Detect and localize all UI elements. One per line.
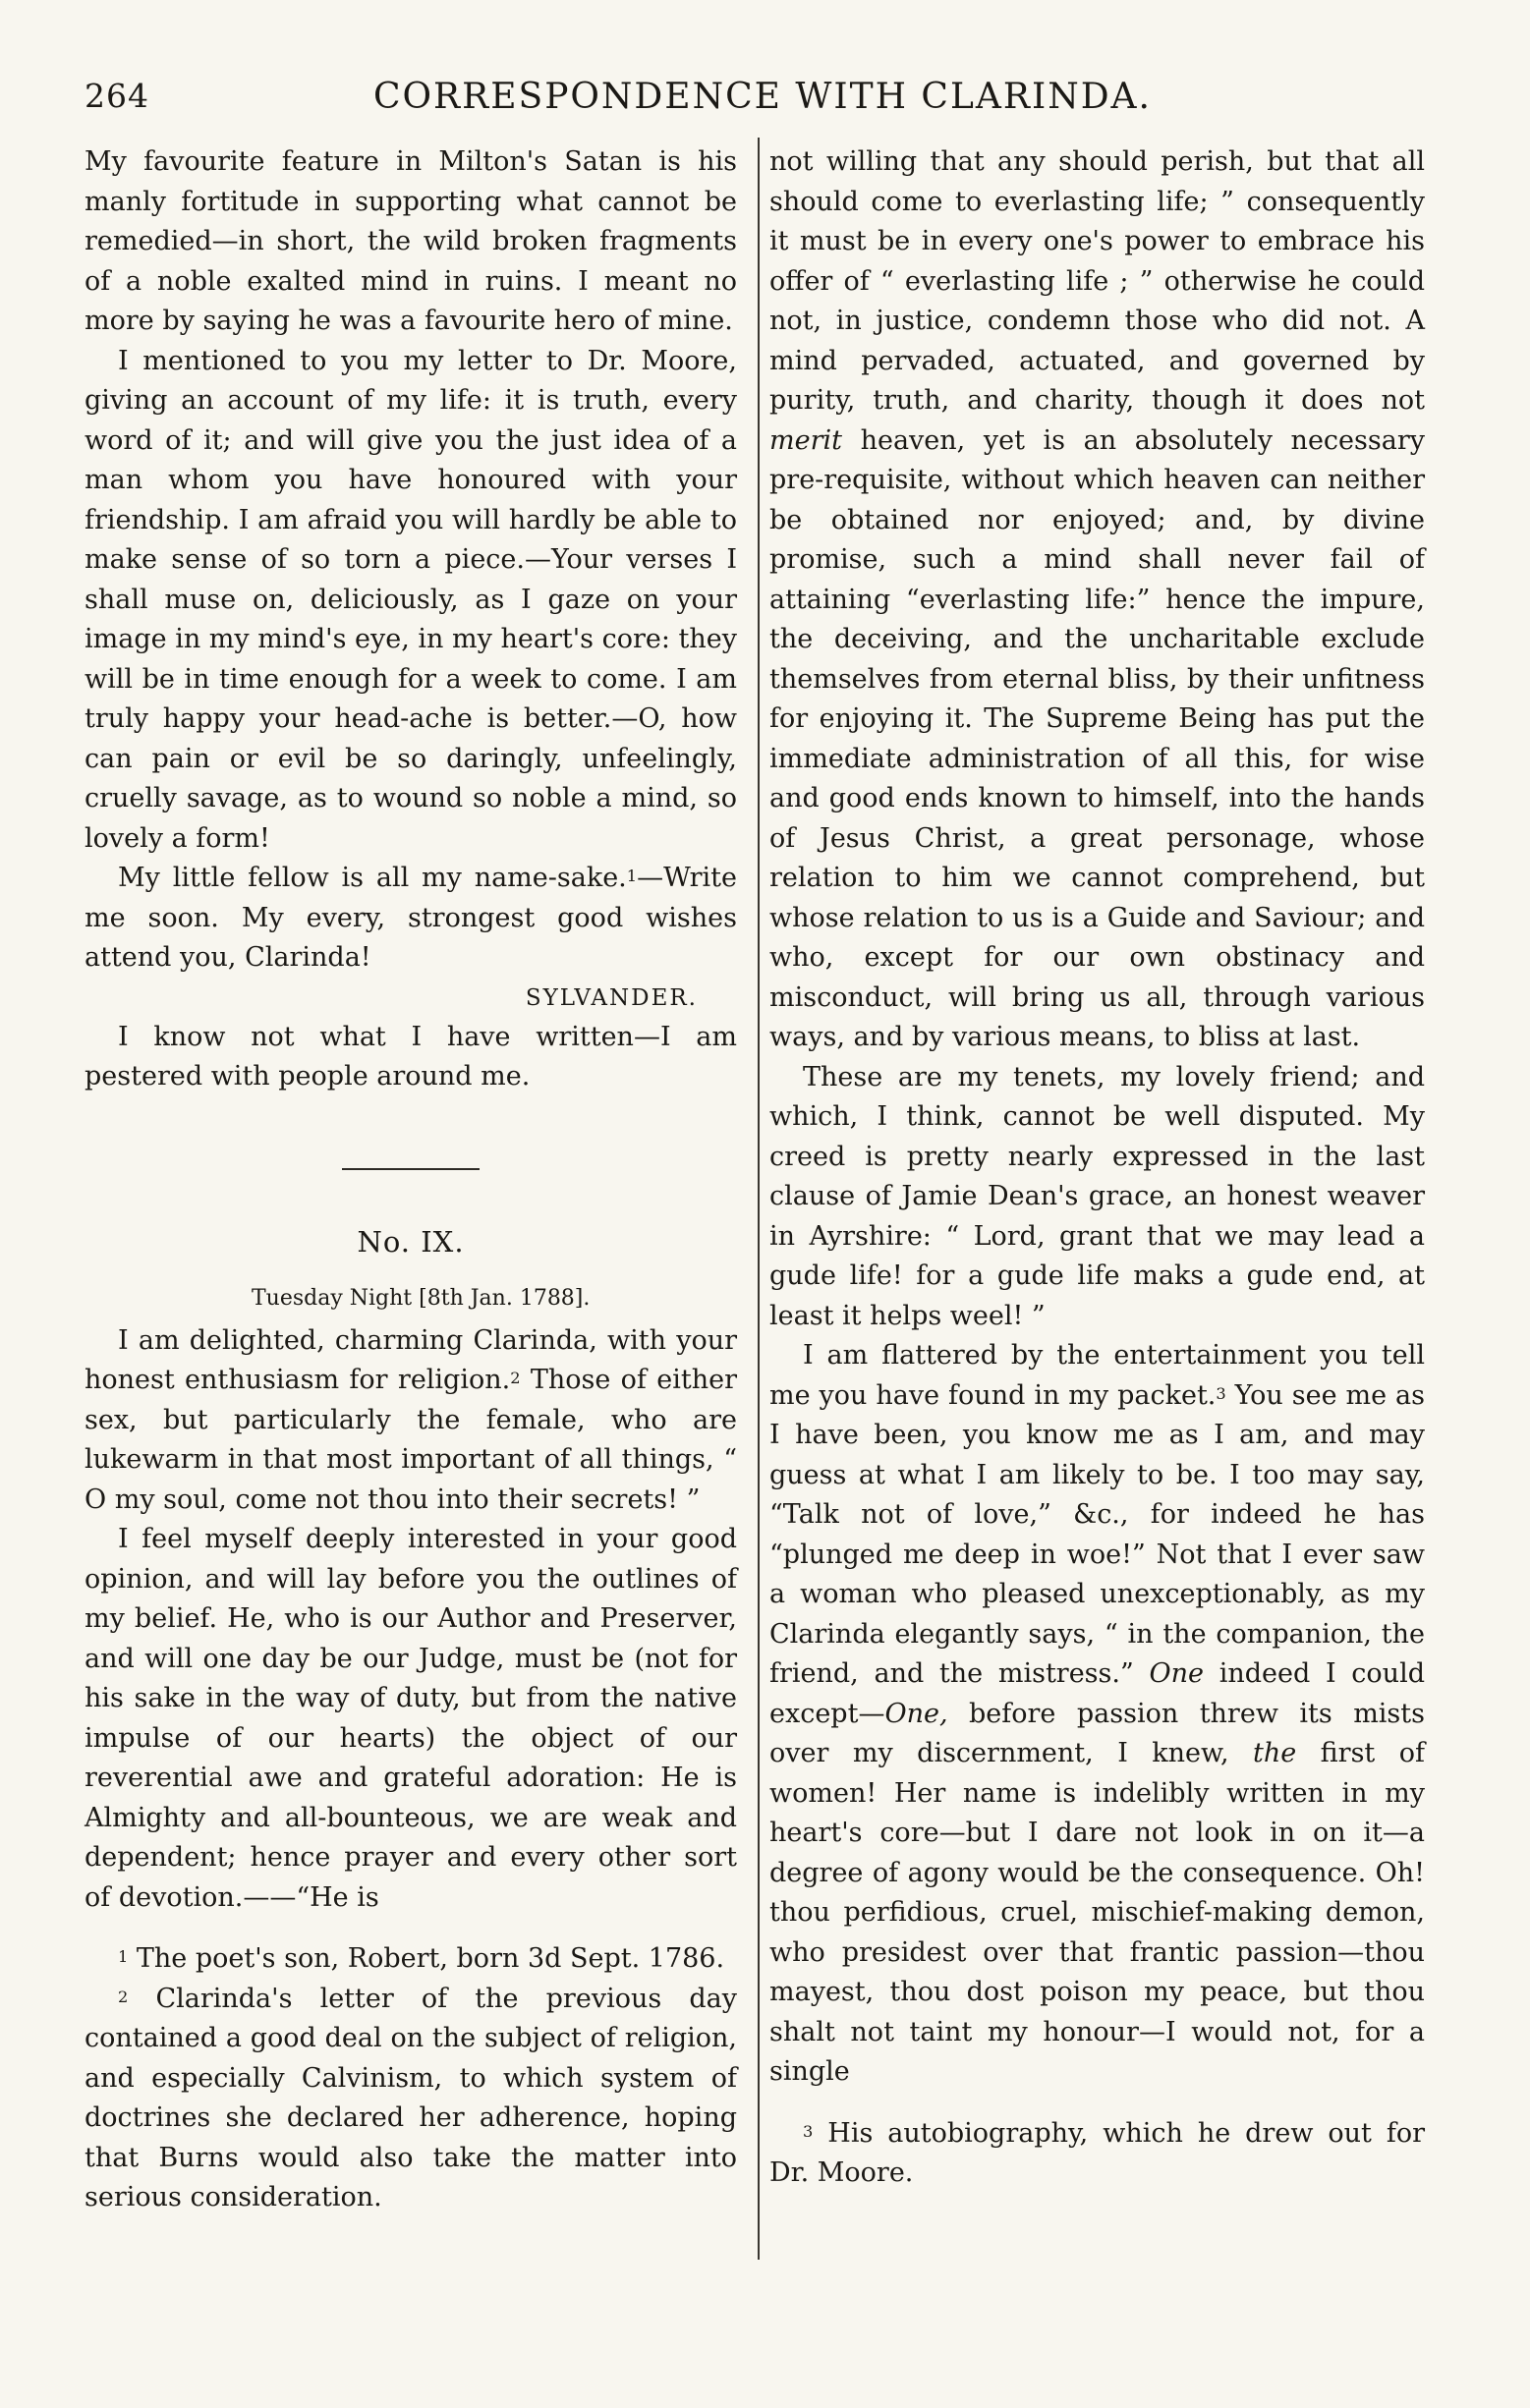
paragraph: My favourite feature in Milton's Satan is his manly fortitude in supporting what cannot be remedied—in short, the wild broken fragments of a noble exalted mind in ruins. I meant no more by saying he was a favourite hero of mine.	[85, 146, 737, 336]
paragraph: I feel myself deeply interested in your good opinion, and will lay before you the outlines of my belief. He, who is our Author and Preserver, and will one day be our Judge, must be (not for his sake in the way of duty, but from the native impulse of our hearts) the object of our reverential awe and grateful adoration: He is Almighty and all-bounteous, we are weak and dependent; hence prayer and every other sort of devotion.——“He is	[85, 1524, 737, 1913]
paragraph: My little fellow is all my name-sake.$^1$—Write me soon. My every, strongest good wishes attend you, Clarinda!	[85, 863, 737, 973]
right-column	[769, 142, 1425, 2194]
paragraph: These are my tenets, my lovely friend; and which, I think, cannot be well disputed. My creed is pretty nearly expressed in the last clause of Jamie Dean's grace, an honest weaver in Ayrshire: “ Lord, grant that we may lead a gude life! for a gude life maks a gude end, at least it helps weel! ”	[769, 1061, 1425, 1331]
footnotes	[769, 2114, 1425, 2194]
dateline: Tuesday Night [8th Jan. 1788].	[252, 1285, 591, 1311]
footnotes	[85, 1939, 737, 2218]
letter-heading: No. IX.	[357, 1224, 465, 1259]
footnote-ref: 3	[1216, 1383, 1226, 1403]
running-head: CORRESPONDENCE WITH CLARINDA.	[372, 77, 1152, 117]
paragraph: I am delighted, charming Clarinda, with your honest enthusiasm for religion.$^2$ Those of either sex, but particularly the female, who are lukewarm in that most important of all things, “ O my soul, come not thou into their secrets! ”	[85, 1324, 737, 1515]
footnote-ref: 1	[626, 867, 638, 885]
page-number: 264	[85, 77, 149, 115]
signature: SYLVANDER.	[525, 984, 698, 1011]
page-header	[85, 77, 1441, 126]
paragraph: not willing that any should perish, but that all should come to everlasting life; ” consequently it must be in every one's power to embrace his offer of “ everlasting life ; ” otherwise he could not, in justice, condemn those who did not. A mind pervaded, actuated, and governed by purity, truth, and charity, though it does not merit heaven, yet is an absolutely necessary pre-requisite, without which heaven can neither be obtained nor enjoyed; and, by divine promise, such a mind shall never fail of attaining “everlasting life:” hence the impure, the deceiving, and the uncharitable exclude themselves from eternal bliss, by their unfitness for enjoying it. The Supreme Being has put the immediate administration of all this, for wise and good ends known to himself, into the hands of Jesus Christ, a great personage, whose relation to him we cannot comprehend, but whose relation to us is a Guide and Saviour; and who, except for our own obstinacy and misconduct, will bring us all, through various ways, and by various means, to bliss at last.	[769, 146, 1425, 1052]
paragraph: I am flattered by the entertainment you tell me you have found in my packet.$^3$ You see me as I have been, you know me as I am, and may guess at what I am likely to be. I too may say, “Talk not of love,” &c., for indeed he has “plunged me deep in woe!” Not that I ever saw a woman who pleased unexceptionably, as my Clarinda elegantly says, “ in the companion, the friend, and the mistress.” One indeed I could except—One, before passion threw its mists over my discernment, I knew, the first of women! Her name is indelibly written in my heart's core—but I dare not look in on it—a degree of agony would be the consequence. Oh! thou perfidious, cruel, mischief-making demon, who presidest over that frantic passion—thou mayest, thou dost poison my peace, but thou shalt not taint my honour—I would not, for a single	[769, 1340, 1425, 2087]
footnote: $^3$ His autobiography, which he drew out for Dr. Moore.	[769, 2117, 1425, 2188]
left-column	[85, 142, 737, 2218]
footnote: $^2$ Clarinda's letter of the previous day contained a good deal on the subject of religion, and especially Calvinism, to which system of doctrines she declared her adherence, hoping that Burns would also take the matter into serious consideration.	[85, 1983, 737, 2212]
column-divider	[758, 138, 760, 2260]
paragraph: I mentioned to you my letter to Dr. Moore, giving an account of my life: it is truth, every word of it; and will give you the just idea of a man whom you have honoured with your friendship. I am afraid you will hardly be able to make sense of so torn a piece.—Your verses I shall muse on, deliciously, as I gaze on your image in my mind's eye, in my heart's core: they will be in time enough for a week to come. I am truly happy your head-ache is better.—O, how can pain or evil be so daringly, unfeelingly, cruelly savage, as to wound so noble a mind, so lovely a form!	[85, 345, 737, 854]
footnote: $^1$ The poet's son, Robert, born 3d Sept. 1786.	[118, 1943, 725, 1974]
footnote-ref: 2	[510, 1369, 521, 1387]
paragraph: I know not what I have written—I am pestered with people around me.	[85, 1021, 737, 1092]
section-separator	[342, 1168, 480, 1170]
